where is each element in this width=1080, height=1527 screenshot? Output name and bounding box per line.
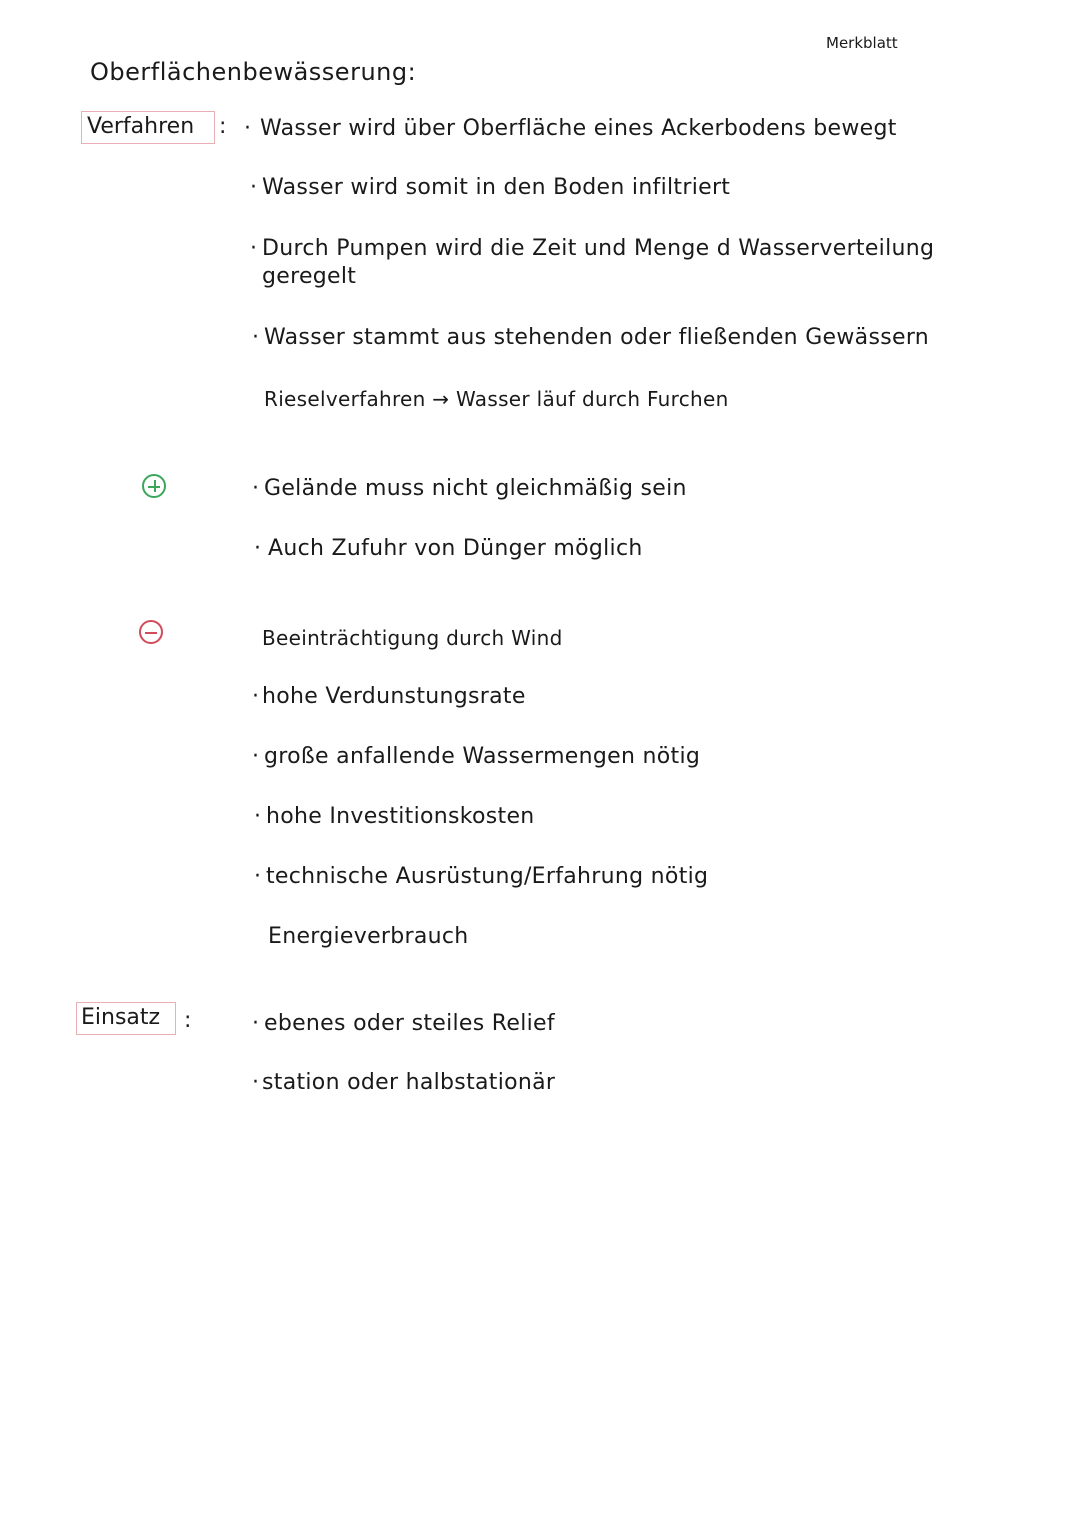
- verfahren-label: Verfahren: [87, 114, 195, 139]
- einsatz-bullet: ·: [252, 1011, 260, 1036]
- verfahren-item: geregelt: [262, 264, 357, 289]
- einsatz-item: ebenes oder steiles Relief: [264, 1011, 555, 1036]
- verfahren-bullet: ·: [252, 325, 260, 350]
- nachteil-item: technische Ausrüstung/Erfahrung nötig: [266, 864, 709, 889]
- verfahren-item: Wasser stammt aus stehenden oder fließenden Gewässern: [264, 325, 930, 350]
- nachteil-item: hohe Investitionskosten: [266, 804, 535, 829]
- nachteil-item: hohe Verdunstungsrate: [262, 684, 526, 709]
- verfahren-bullet: ·: [244, 116, 252, 141]
- nachteil-item: Energieverbrauch: [268, 924, 469, 949]
- document-tag: Merkblatt: [826, 34, 898, 52]
- vorteil-item: Auch Zufuhr von Dünger möglich: [268, 536, 643, 561]
- vorteil-bullet: ·: [254, 536, 262, 561]
- verfahren-item: Wasser wird somit in den Boden infiltriert: [262, 175, 731, 200]
- einsatz-colon: :: [184, 1008, 192, 1033]
- nachteil-bullet: ·: [252, 744, 260, 769]
- verfahren-item: Wasser wird über Oberfläche eines Ackerbodens bewegt: [260, 116, 897, 141]
- verfahren-item: Rieselverfahren → Wasser läuf durch Furchen: [264, 387, 729, 411]
- einsatz-item: station oder halbstationär: [262, 1070, 556, 1095]
- nachteil-bullet: ·: [254, 864, 262, 889]
- plus-circle-icon: [142, 474, 166, 498]
- nachteil-item: Beeinträchtigung durch Wind: [262, 626, 563, 650]
- page-title: Oberflächenbewässerung:: [90, 58, 417, 86]
- minus-circle-icon: [139, 620, 163, 644]
- vorteil-bullet: ·: [252, 476, 260, 501]
- nachteil-bullet: ·: [254, 804, 262, 829]
- verfahren-item: Durch Pumpen wird die Zeit und Menge d Wasserverteilung: [262, 236, 935, 261]
- verfahren-bullet: ·: [250, 175, 258, 200]
- verfahren-bullet: ·: [250, 236, 258, 261]
- nachteil-item: große anfallende Wassermengen nötig: [264, 744, 701, 769]
- einsatz-bullet: ·: [252, 1070, 260, 1095]
- nachteil-bullet: ·: [252, 684, 260, 709]
- verfahren-colon: :: [219, 114, 227, 139]
- vorteil-item: Gelände muss nicht gleichmäßig sein: [264, 476, 687, 501]
- einsatz-label: Einsatz: [81, 1005, 161, 1030]
